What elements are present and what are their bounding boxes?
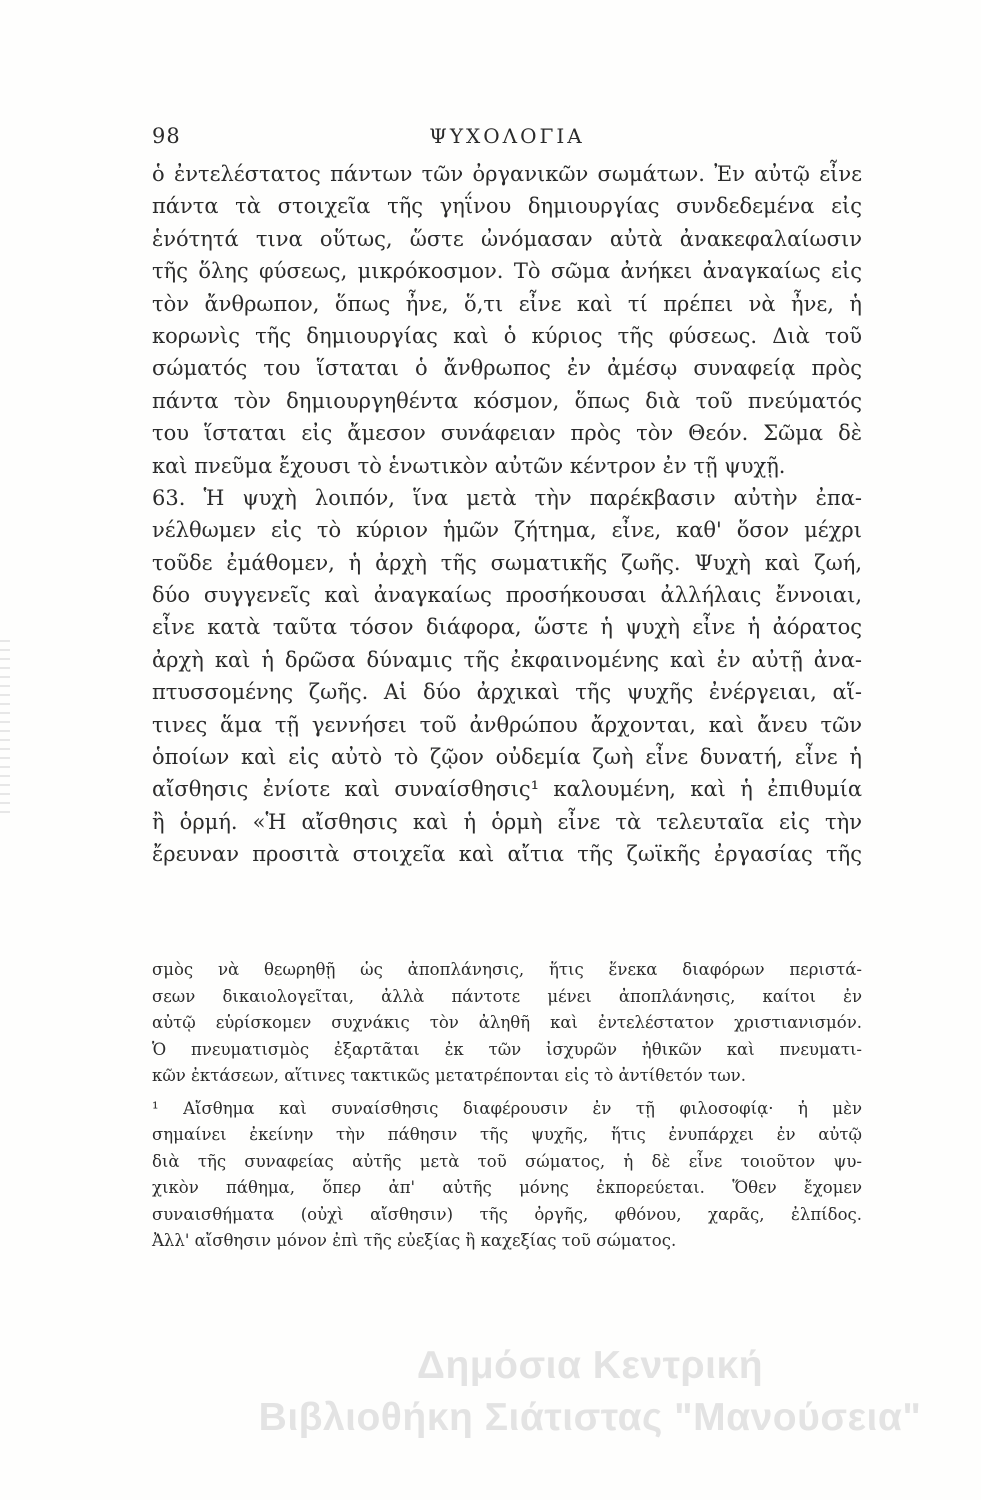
footnote-1-line: σημαίνει ἐκείνην τὴν πάθησιν τῆς ψυχῆς, ἥτις ἐνυπάρχει ἐν αὐτῷ <box>152 1125 862 1144</box>
footnote-1-line: Ἀλλ' αἴσθησιν μόνον ἐπὶ τῆς εὐεξίας ἢ καχεξίας τοῦ σώματος. <box>152 1231 677 1250</box>
body-line: πάντα τὰ στοιχεῖα τῆς γηΐνου δημιουργίας συνδεδεμένα εἰς <box>152 194 862 219</box>
body-line: δύο συγγενεῖς καὶ ἀναγκαίως προσήκουσαι ἀλλήλαις ἔννοιαι, <box>152 583 862 608</box>
footnote-continuation-line: σεων δικαιολογεῖται, ἀλλὰ πάντοτε μένει ἀποπλάνησις, καίτοι ἐν <box>152 986 862 1006</box>
page-header <box>152 124 862 154</box>
footnote-1-line: διὰ τῆς συναφείας αὐτῆς μετὰ τοῦ σώματος, ἡ δὲ εἶνε τοιοῦτον ψυ- <box>152 1151 862 1171</box>
body-line: κορωνὶς τῆς δημιουργίας καὶ ὁ κύριος τῆς φύσεως. Διὰ τοῦ <box>152 323 862 348</box>
body-line: ὁποίων καὶ εἰς αὐτὸ τὸ ζῷον οὐδεμία ζωὴ εἶνε δυνατή, εἶνε ἡ <box>152 745 862 770</box>
running-title: ΨΥΧΟΛΟΓΙΑ <box>429 124 585 148</box>
body-line: καὶ πνεῦμα ἔχουσι τὸ ἑνωτικὸν αὐτῶν κέντρον ἐν τῇ ψυχῇ. <box>152 453 786 478</box>
body-line: τῆς ὅλης φύσεως, μικρόκοσμον. Τὸ σῶμα ἀνήκει ἀναγκαίως εἰς <box>152 259 862 284</box>
body-line: ἔρευναν προσιτὰ στοιχεῖα καὶ αἴτια τῆς ζωϊκῆς ἐργασίας τῆς <box>152 842 862 867</box>
scan-edge-marks <box>0 640 10 820</box>
body-line: ἀρχὴ καὶ ἡ δρῶσα δύναμις τῆς ἐκφαινομένης καὶ ἐν αὐτῇ ἀνα- <box>152 647 862 672</box>
body-line: 63. Ἡ ψυχὴ λοιπόν, ἵνα μετὰ τὴν παρέκβασιν αὐτὴν ἐπα- <box>152 485 862 510</box>
body-line: αἴσθησις ἐνίοτε καὶ συναίσθησις¹ καλουμένη, καὶ ἡ ἐπιθυμία <box>152 777 862 802</box>
body-line: ἢ ὁρμή. «Ἡ αἴσθησις καὶ ἡ ὁρμὴ εἶνε τὰ τελευταῖα εἰς τὴν <box>152 809 862 834</box>
body-line: νέλθωμεν εἰς τὸ κύριον ἡμῶν ζήτημα, εἶνε, καθ' ὅσον μέχρι <box>152 518 862 543</box>
footnotes <box>152 957 862 1255</box>
body-line: πάντα τὸν δημιουργηθέντα κόσμον, ὅπως διὰ τοῦ πνεύματός <box>152 388 862 413</box>
body-line: τινες ἅμα τῇ γεννήσει τοῦ ἀνθρώπου ἄρχονται, καὶ ἄνευ τῶν <box>152 712 862 737</box>
body-line: του ἵσταται εἰς ἄμεσον συνάφειαν πρὸς τὸν Θεόν. Σῶμα δὲ <box>152 421 862 446</box>
body-line: πτυσσομένης ζωῆς. Αἱ δύο ἀρχικαὶ τῆς ψυχῆς ἐνέργειαι, αἵ- <box>152 680 862 705</box>
footnote-continuation-line: Ὁ πνευματισμὸς ἐξαρτᾶται ἐκ τῶν ἰσχυρῶν ἠθικῶν καὶ πνευματι- <box>152 1039 862 1059</box>
body-line: εἶνε κατὰ ταῦτα τόσον διάφορα, ὥστε ἡ ψυχὴ εἶνε ἡ ἀόρατος <box>152 615 862 640</box>
page-number: 98 <box>152 124 181 148</box>
body-line: σώματός του ἵσταται ὁ ἄνθρωπος ἐν ἀμέσῳ συναφείᾳ πρὸς <box>152 356 862 381</box>
watermark-line-2: Βιβλιοθήκη Σιάτιστας "Μανούσεια" <box>258 1396 922 1439</box>
footnote-continuation-line: κῶν ἐκτάσεων, αἵτινες τακτικῶς μετατρέπονται εἰς τὸ ἀντίθετόν των. <box>152 1066 746 1085</box>
main-text <box>152 158 862 871</box>
library-watermark <box>230 1340 950 1444</box>
footnote-1-line: χικὸν πάθημα, ὅπερ ἀπ' αὐτῆς μόνης ἐκπορεύεται. Ὅθεν ἔχομεν <box>152 1178 862 1197</box>
body-line: ὁ ἐντελέστατος πάντων τῶν ὀργανικῶν σωμάτων. Ἐν αὐτῷ εἶνε <box>152 162 862 186</box>
body-line: ἑνότητά τινα οὕτως, ὥστε ὠνόμασαν αὐτὰ ἀνακεφαλαίωσιν <box>152 226 862 251</box>
body-line: τοῦδε ἐμάθομεν, ἡ ἀρχὴ τῆς σωματικῆς ζωῆς. Ψυχὴ καὶ ζωή, <box>152 550 862 575</box>
footnote-continuation-line: αὐτῷ εὑρίσκομεν συχνάκις τὸν ἀληθῆ καὶ ἐντελέστατον χριστιανισμόν. <box>152 1013 862 1032</box>
body-line: τὸν ἄνθρωπον, ὅπως ἦνε, ὅ,τι εἶνε καὶ τί πρέπει νὰ ἦνε, ἡ <box>152 291 862 316</box>
footnote-continuation-line: σμὸς νὰ θεωρηθῇ ὡς ἀποπλάνησις, ἥτις ἕνεκα διαφόρων περιστά- <box>152 960 862 979</box>
watermark-line-1: Δημόσια Κεντρική <box>416 1344 764 1387</box>
footnote-1-line: συναισθήματα (οὐχὶ αἴσθησιν) τῆς ὀργῆς, φθόνου, χαρᾶς, ἐλπίδος. <box>152 1204 862 1224</box>
footnote-1-line: ¹ Αἴσθημα καὶ συναίσθησις διαφέρουσιν ἐν τῇ φιλοσοφίᾳ· ἡ μὲν <box>152 1098 862 1118</box>
